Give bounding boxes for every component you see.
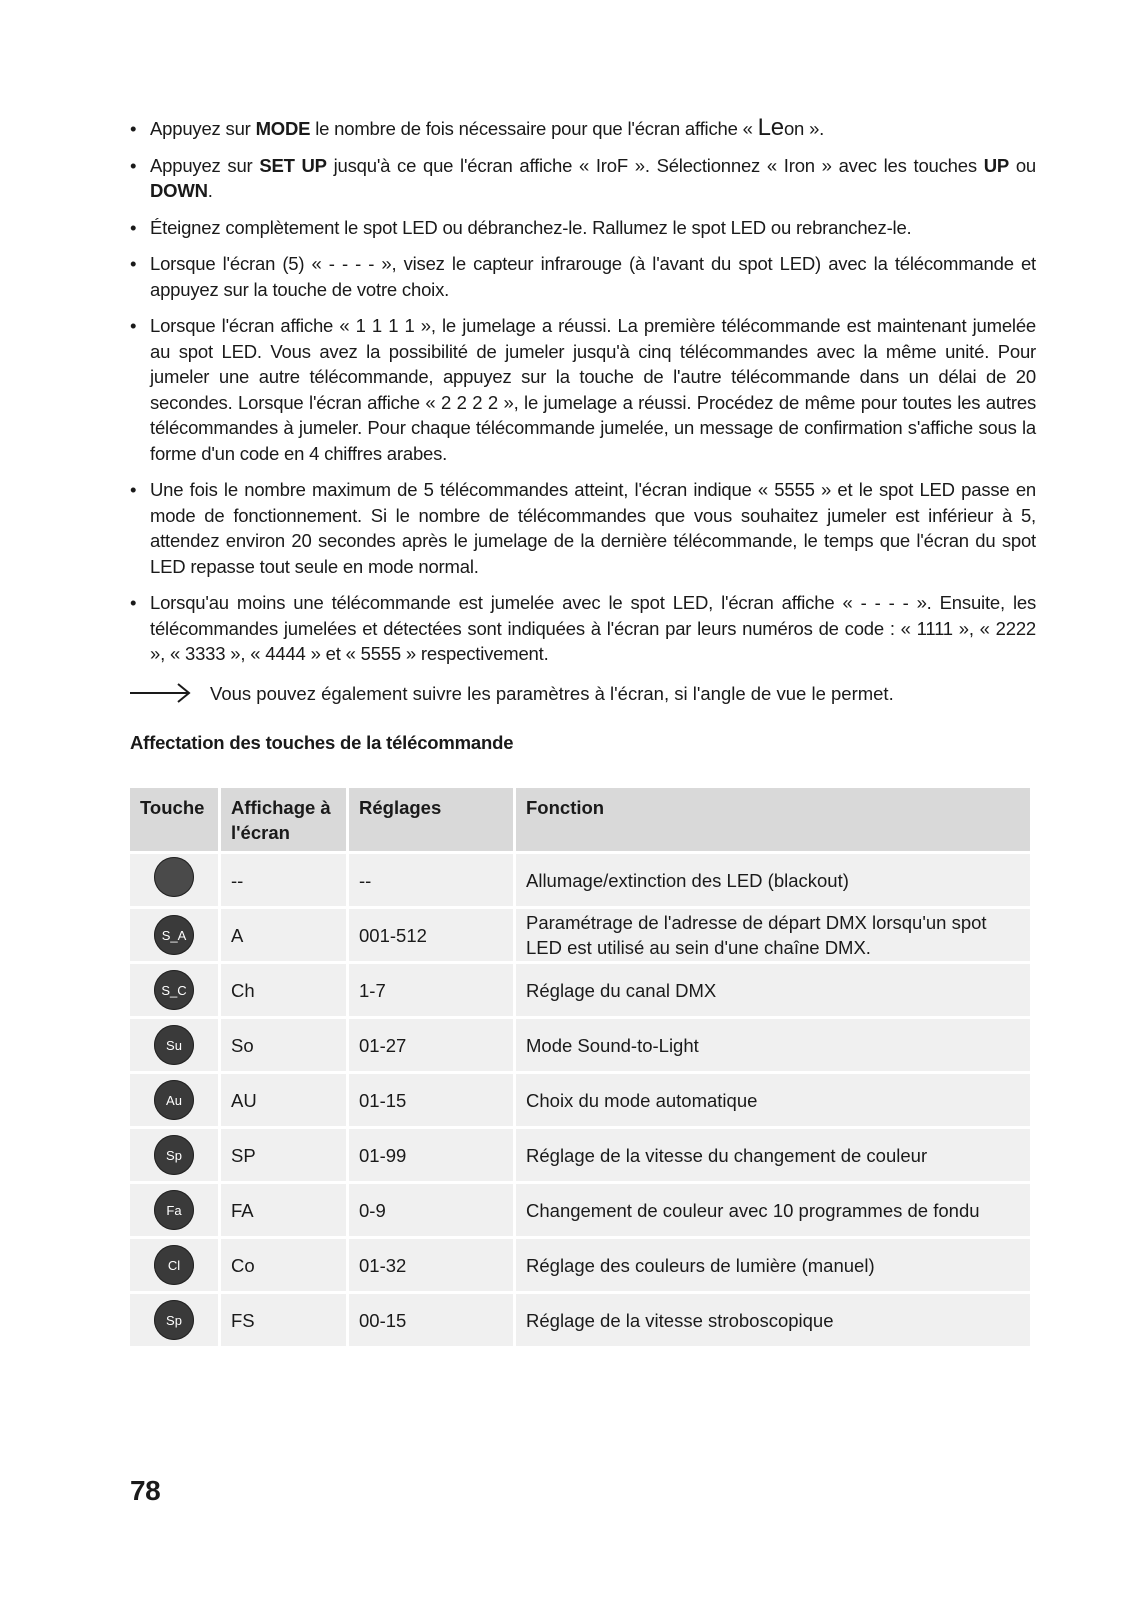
- list-item: [130, 251, 1036, 302]
- remote-button-icon: Sp: [154, 1135, 194, 1175]
- remote-button-icon: [154, 857, 194, 897]
- header-fonction: Fonction: [516, 788, 1030, 851]
- remote-key-table: [127, 785, 1033, 1349]
- display-cell: A: [221, 909, 346, 961]
- bold-term: MODE: [255, 118, 311, 139]
- table-row: [130, 1239, 1030, 1291]
- table-row: [130, 964, 1030, 1016]
- display-cell: Ch: [221, 964, 346, 1016]
- arrow-right-icon: [130, 682, 192, 704]
- table-row: [130, 1129, 1030, 1181]
- text-segment: Lorsque l'écran (5) « - - - - », visez le capteur infrarouge (à l'avant du spot LED) avec la télécommande et appuyez sur la touche de votre choix.: [150, 253, 1036, 300]
- remote-button-icon: S_C: [154, 970, 194, 1010]
- bold-term: UP: [983, 154, 1010, 176]
- display-cell: Co: [221, 1239, 346, 1291]
- bullet-icon: •: [130, 315, 137, 336]
- remote-button-icon: Fa: [154, 1190, 194, 1230]
- key-cell: [130, 1294, 218, 1346]
- page-number: 78: [130, 1475, 161, 1506]
- function-cell: Mode Sound-to-Light: [516, 1019, 1030, 1071]
- table-row: [130, 909, 1030, 961]
- function-cell: Réglage du canal DMX: [516, 964, 1030, 1016]
- settings-cell: 01-99: [349, 1129, 513, 1181]
- text-segment: .: [207, 180, 213, 201]
- settings-cell: 01-15: [349, 1074, 513, 1126]
- display-cell: SP: [221, 1129, 346, 1181]
- list-item: [130, 215, 1036, 241]
- bold-term: DOWN: [150, 180, 208, 201]
- key-cell: [130, 1019, 218, 1071]
- bold-term: SET UP: [259, 154, 327, 176]
- text-segment: le nombre de fois nécessaire pour que l'écran affiche «: [310, 118, 758, 139]
- table-row: [130, 1294, 1030, 1346]
- bullet-icon: •: [130, 479, 137, 500]
- table-row: [130, 854, 1030, 906]
- text-segment: Lorsque l'écran affiche « 1 1 1 1 », le jumelage a réussi. La première télécommande est maintenant jumelée au spot LED. Vous avez la possibilité de jumeler jusqu'à cinq télécommandes avec la même unité. Pour jumeler une autre télécommande, appuyez sur la touche de l'autre télécommande dans un délai de 20 secondes. Lorsque l'écran affiche « 2 2 2 2 », le jumelage a réussi. Procédez de même pour toutes les autres télécommandes à jumeler. Pour chaque télécommande jumelée, un message de confirmation s'affiche sous la forme d'un code en 4 chiffres arabes.: [150, 315, 1036, 464]
- display-cell: FA: [221, 1184, 346, 1236]
- list-item: [130, 590, 1036, 667]
- remote-button-icon: S_A: [154, 915, 194, 955]
- list-item: [130, 313, 1036, 466]
- header-affichage: Affichage à l'écran: [221, 788, 346, 851]
- remote-button-icon: Sp: [154, 1300, 194, 1340]
- settings-cell: 0-9: [349, 1184, 513, 1236]
- remote-button-icon: Su: [154, 1025, 194, 1065]
- table-row: [130, 1019, 1030, 1071]
- display-cell: FS: [221, 1294, 346, 1346]
- key-cell: [130, 1184, 218, 1236]
- key-cell: [130, 1074, 218, 1126]
- settings-cell: 00-15: [349, 1294, 513, 1346]
- key-cell: [130, 909, 218, 961]
- key-cell: [130, 1129, 218, 1181]
- text-segment: Appuyez sur: [150, 118, 256, 139]
- settings-cell: 1-7: [349, 964, 513, 1016]
- key-cell: [130, 1239, 218, 1291]
- text-segment: ou: [1009, 154, 1036, 176]
- table-header-row: [130, 788, 1030, 851]
- section-title: Affectation des touches de la télécommande: [130, 731, 514, 753]
- text-segment: Le: [757, 114, 784, 141]
- bullet-icon: •: [130, 216, 137, 238]
- bullet-icon: •: [130, 253, 137, 274]
- bullet-icon: •: [130, 154, 137, 176]
- key-cell: [130, 964, 218, 1016]
- function-cell: Paramétrage de l'adresse de départ DMX lorsqu'un spot LED est utilisé au sein d'une chaîne DMX.: [516, 909, 1030, 961]
- header-touche: Touche: [130, 788, 218, 851]
- instruction-list: [130, 116, 1036, 667]
- settings-cell: 001-512: [349, 909, 513, 961]
- list-item: [130, 153, 1036, 204]
- display-cell: AU: [221, 1074, 346, 1126]
- text-segment: Une fois le nombre maximum de 5 télécommandes atteint, l'écran indique « 5555 » et le spot LED passe en mode de fonctionnement. Si le nombre de télécommandes que vous souhaitez jumeler est inférieur à 5, attendez environ 20 secondes après le jumelage de la dernière télécommande, le temps que l'écran du spot LED repasse tout seule en mode normal.: [150, 479, 1036, 577]
- note-text: Vous pouvez également suivre les paramètres à l'écran, si l'angle de vue le permet.: [210, 682, 894, 704]
- table-row: [130, 1074, 1030, 1126]
- text-segment: on ».: [783, 118, 825, 139]
- info-note: [130, 681, 1036, 706]
- display-cell: So: [221, 1019, 346, 1071]
- settings-cell: 01-32: [349, 1239, 513, 1291]
- text-segment: Éteignez complètement le spot LED ou débranchez-le. Rallumez le spot LED ou rebranchez-le.: [150, 216, 912, 238]
- header-reglages: Réglages: [349, 788, 513, 851]
- key-cell: [130, 854, 218, 906]
- function-cell: Allumage/extinction des LED (blackout): [516, 854, 1030, 906]
- bullet-icon: •: [130, 118, 137, 139]
- remote-button-icon: Cl: [154, 1245, 194, 1285]
- settings-cell: --: [349, 854, 513, 906]
- table-row: [130, 1184, 1030, 1236]
- text-segment: Appuyez sur: [150, 154, 260, 176]
- display-cell: --: [221, 854, 346, 906]
- function-cell: Réglage de la vitesse stroboscopique: [516, 1294, 1030, 1346]
- text-segment: jusqu'à ce que l'écran affiche « IroF ». Sélectionnez « Iron » avec les touches: [326, 154, 984, 176]
- function-cell: Changement de couleur avec 10 programmes de fondu: [516, 1184, 1030, 1236]
- list-item: [130, 477, 1036, 579]
- function-cell: Réglage des couleurs de lumière (manuel): [516, 1239, 1030, 1291]
- text-segment: Lorsqu'au moins une télécommande est jumelée avec le spot LED, l'écran affiche « - - - - ». Ensuite, les télécommandes jumelées et détectées sont indiquées à l'écran par leurs numéros de code : « 1111 », « 2222 », « 3333 », « 4444 » et « 5555 » respectivement.: [150, 592, 1036, 664]
- bullet-icon: •: [130, 592, 137, 613]
- function-cell: Réglage de la vitesse du changement de couleur: [516, 1129, 1030, 1181]
- settings-cell: 01-27: [349, 1019, 513, 1071]
- remote-button-icon: Au: [154, 1080, 194, 1120]
- function-cell: Choix du mode automatique: [516, 1074, 1030, 1126]
- page-content: [130, 116, 1036, 754]
- list-item: [130, 116, 1036, 142]
